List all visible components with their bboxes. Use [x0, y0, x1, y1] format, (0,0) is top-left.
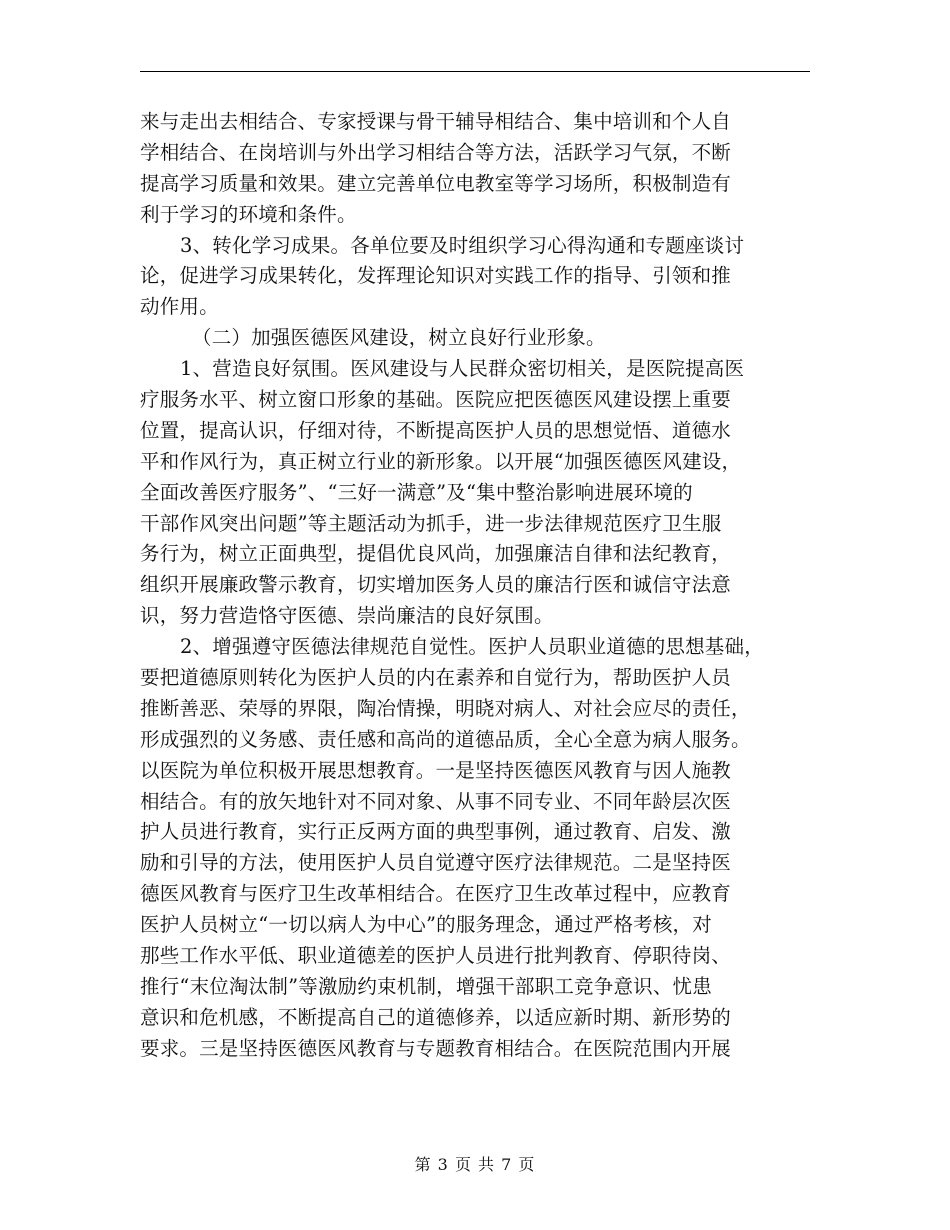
page-number-footer: 第 3 页 共 7 页: [414, 1155, 536, 1174]
text-line: 护人员进行教育，实行正反两方面的典型事例，通过教育、启发、激: [140, 820, 732, 844]
text-line: 那些工作水平低、职业道德差的医护人员进行批判教育、停职待岗、: [140, 944, 732, 968]
text-line: 利于学习的环境和条件。: [140, 202, 357, 226]
text-line: 疗服务水平、树立窗口形象的基础。医院应把医德医风建设摆上重要: [140, 388, 732, 412]
text-line: 全面改善医疗服务”、“三好一满意”及“集中整治影响进展环境的: [140, 480, 693, 504]
text-line: 组织开展廉政警示教育，切实增加医务人员的廉洁行医和诚信守法意: [140, 573, 732, 597]
text-line: 干部作风突出问题”等主题活动为抓手，进一步法律规范医疗卫生服: [140, 511, 722, 535]
text-line: 推行“末位淘汰制”等激励约束机制，增强干部职工竞争意识、忧患: [140, 974, 712, 998]
paragraph-start-line: 1、营造良好氛围。医风建设与人民群众密切相关，是医院提高医: [180, 357, 745, 381]
text-line: 论，促进学习成果转化，发挥理论知识对实践工作的指导、引领和推: [140, 264, 732, 288]
text-line: 位置，提高认识，仔细对待，不断提高医护人员的思想觉悟、道德水: [140, 418, 732, 442]
text-line: 动作用。: [140, 295, 219, 319]
text-line: 要把道德原则转化为医护人员的内在素养和自觉行为，帮助医护人员: [140, 666, 732, 690]
text-line: 德医风教育与医疗卫生改革相结合。在医疗卫生改革过程中，应教育: [140, 882, 732, 906]
text-line: 以医院为单位积极开展思想教育。一是坚持医德医风教育与因人施教: [140, 758, 732, 782]
text-line: 学相结合、在岗培训与外出学习相结合等方法，活跃学习气氛，不断: [140, 140, 732, 164]
text-line: 要求。三是坚持医德医风教育与专题教育相结合。在医院范围内开展: [140, 1036, 732, 1060]
text-line: 形成强烈的义务感、责任感和高尚的道德品质，全心全意为病人服务。: [140, 727, 751, 751]
text-line: 推断善恶、荣辱的界限，陶冶情操，明晓对病人、对社会应尽的责任，: [140, 696, 751, 720]
text-line: 平和作风行为，真正树立行业的新形象。以开展“加强医德医风建设，: [140, 449, 742, 473]
text-line: 务行为，树立正面典型，提倡优良风尚，加强廉洁自律和法纪教育，: [140, 542, 732, 566]
text-line: 医护人员树立“一切以病人为中心”的服务理念，通过严格考核，对: [140, 913, 712, 937]
paragraph-start-line: 3、转化学习成果。各单位要及时组织学习心得沟通和专题座谈讨: [180, 233, 745, 257]
text-line: 提高学习质量和效果。建立完善单位电教室等学习场所，积极制造有: [140, 171, 732, 195]
text-line: 意识和危机感，不断提高自己的道德修养，以适应新时期、新形势的: [140, 1005, 732, 1029]
section-heading: （二）加强医德医风建设，树立良好行业形象。: [192, 326, 606, 350]
text-line: 相结合。有的放矢地针对不同对象、从事不同专业、不同年龄层次医: [140, 789, 732, 813]
text-line: 识，努力营造恪守医德、崇尚廉洁的良好氛围。: [140, 604, 554, 628]
document-body: [140, 107, 830, 1065]
paragraph-start-line: 2、增强遵守医德法律规范自觉性。医护人员职业道德的思想基础，: [180, 635, 764, 659]
text-line: 励和引导的方法，使用医护人员自觉遵守医疗法律规范。二是坚持医: [140, 851, 732, 875]
header-rule: [140, 71, 810, 72]
text-line: 来与走出去相结合、专家授课与骨干辅导相结合、集中培训和个人自: [140, 110, 732, 133]
